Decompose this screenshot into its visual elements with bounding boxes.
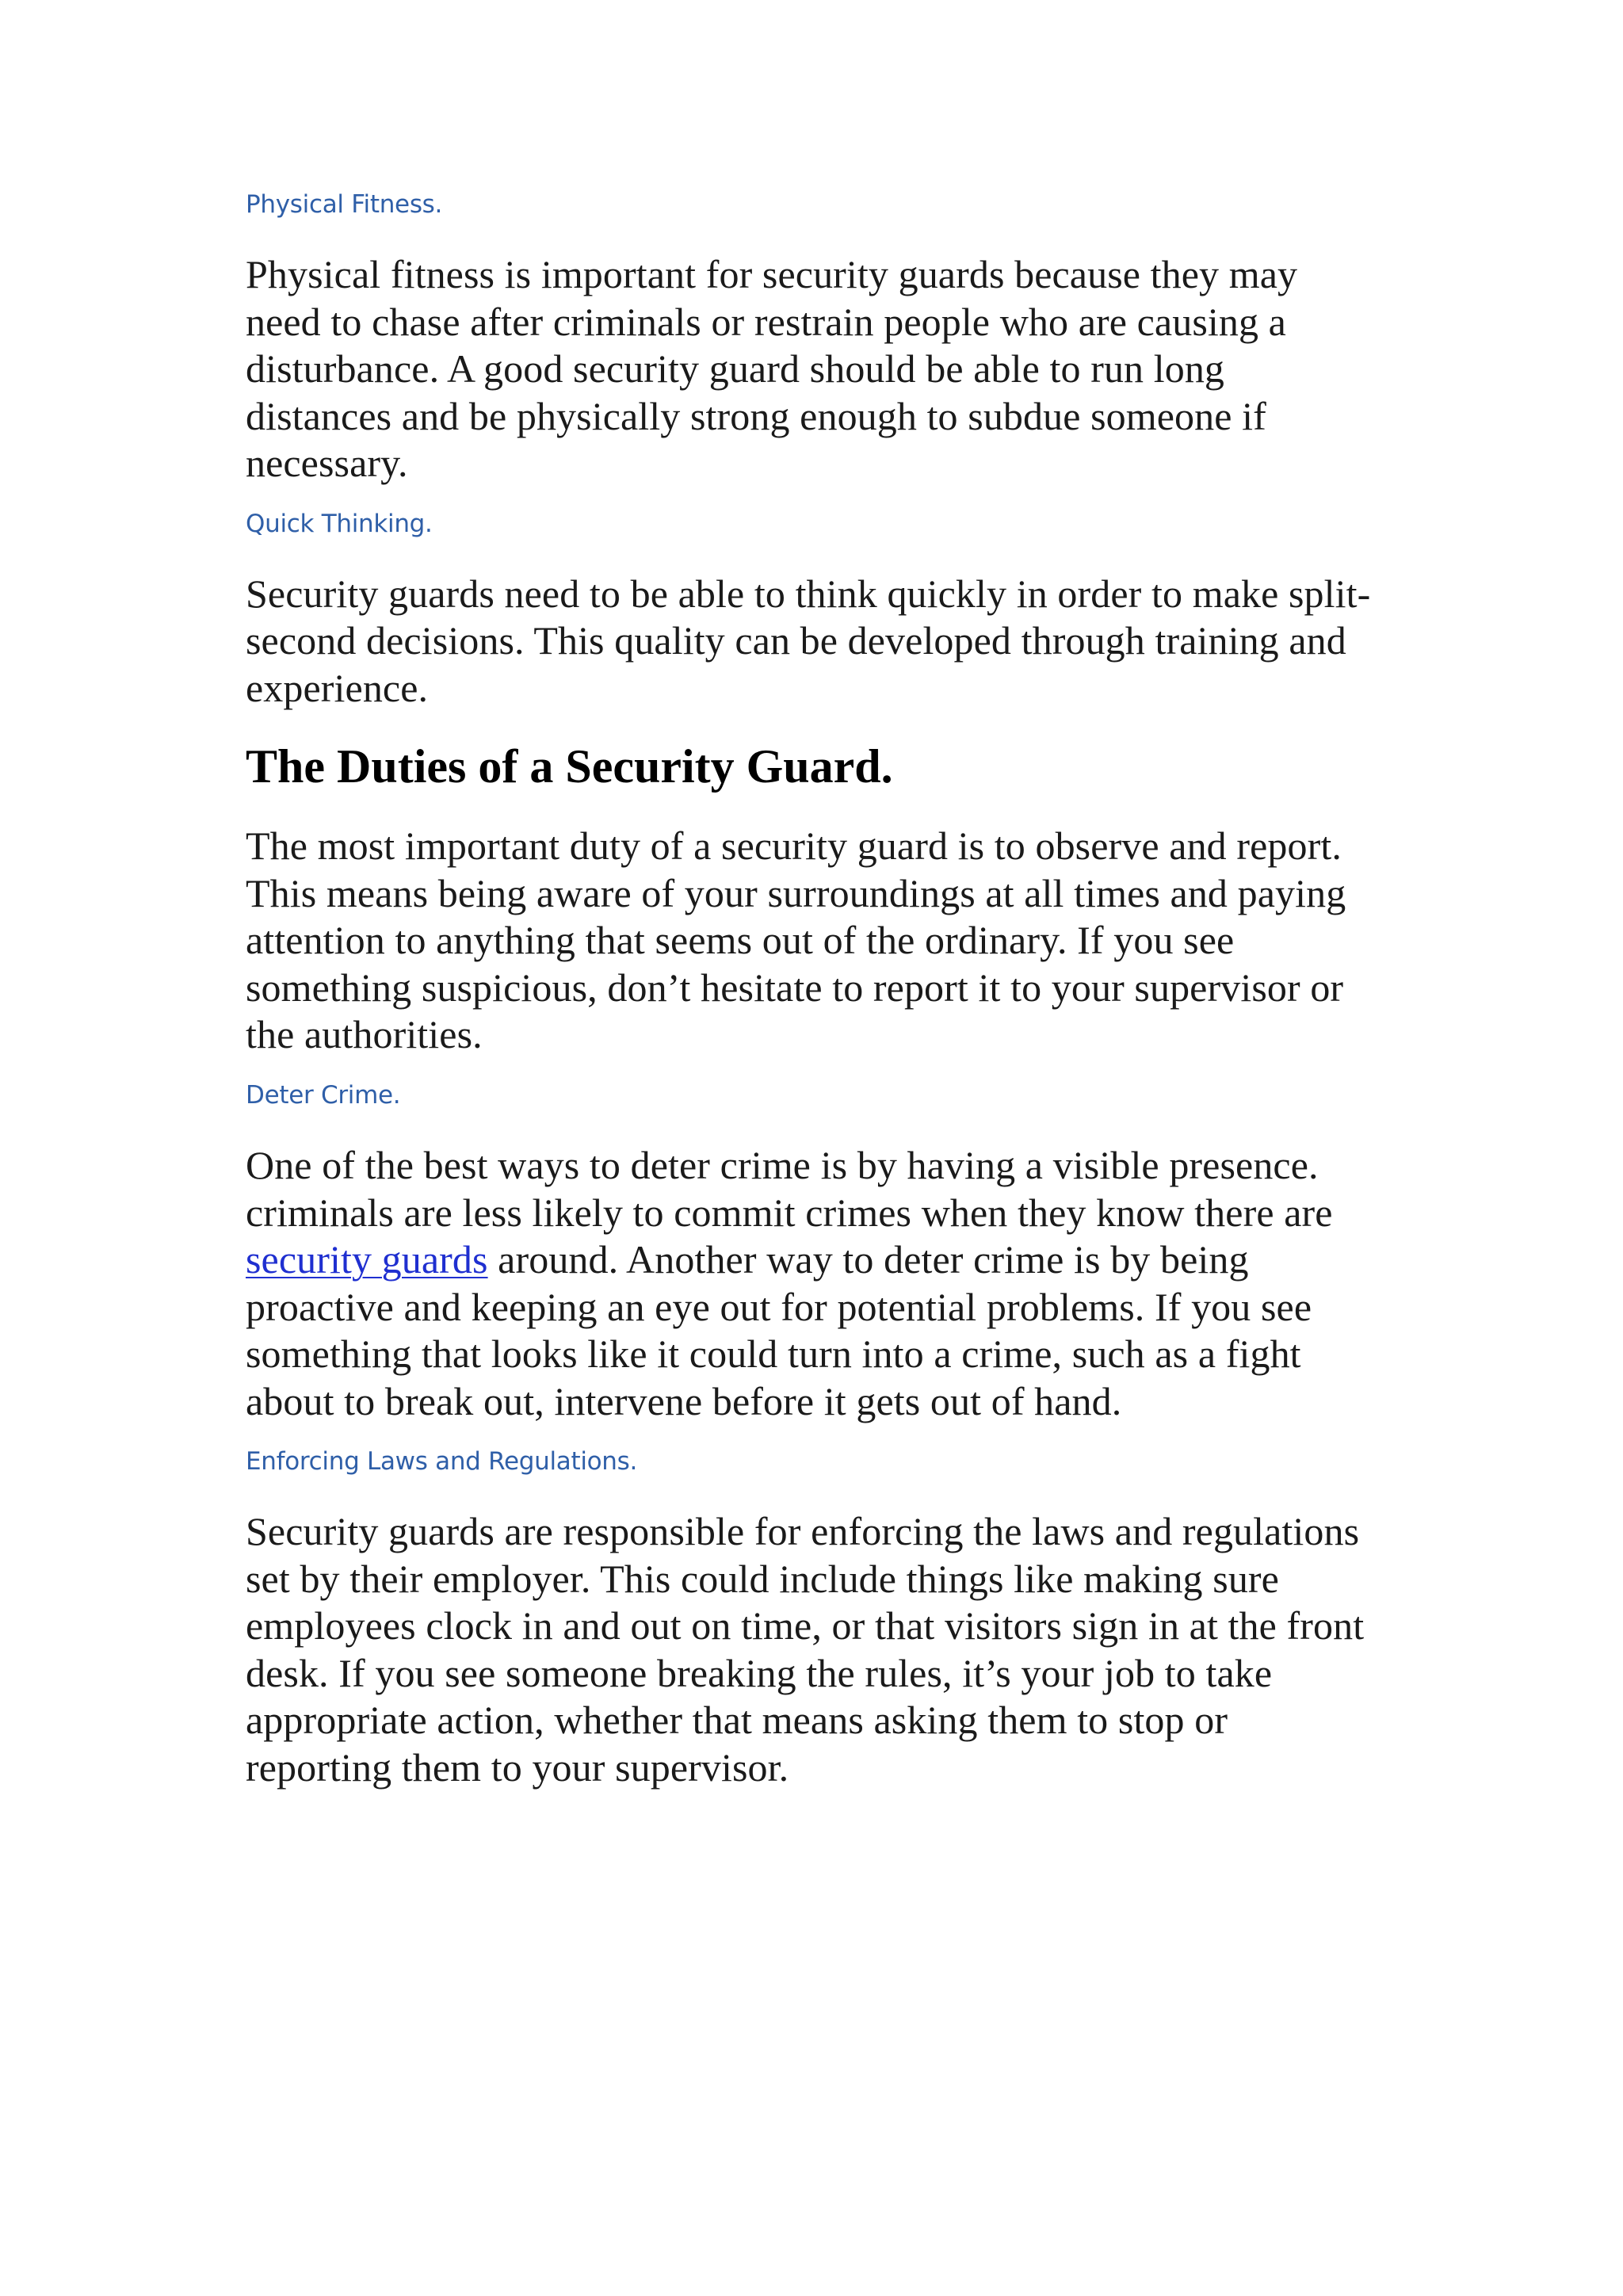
subheading-deter-crime: Deter Crime. bbox=[246, 1080, 401, 1110]
subheading-enforcing-laws: Enforcing Laws and Regulations. bbox=[246, 1447, 638, 1477]
paragraph-physical-fitness: Physical fitness is important for security guards because they may need to chase after criminals or restrain people who are causing a disturbance. A good security guard should be able to run long distances and be physically strong enough to subdue someone if necessary. bbox=[246, 252, 1298, 486]
paragraph-deter-crime bbox=[246, 1142, 1379, 1425]
subheading-physical-fitness: Physical Fitness. bbox=[246, 190, 443, 219]
paragraph-duties-intro: The most important duty of a security guard is to observe and report. This means being aware of your surroundings at all times and paying attention to anything that seems out of the ordinary. If you see something suspicious, don’t hesitate to report it to your supervisor or the authorities. bbox=[246, 823, 1346, 1057]
subheading-quick-thinking: Quick Thinking. bbox=[246, 509, 433, 538]
paragraph-enforcing-laws: Security guards are responsible for enforcing the laws and regulations set by their employer. This could include things like making sure employees clock in and out on time, or that visitors sign in at the front desk. If you see someone breaking the rules, it’s your job to take appropriate action, whether that means asking them to stop or reporting them to your supervisor. bbox=[246, 1509, 1365, 1790]
deter-text-after-link: around. Another way to deter crime is by being proactive and keeping an eye out for potential problems. If you see something that looks like it could turn into a crime, such as a fight about to break out, intervene before it gets out of hand. bbox=[246, 1237, 1312, 1423]
document-content bbox=[246, 190, 1379, 1813]
paragraph-quick-thinking: Security guards need to be able to think quickly in order to make split-second decisions. This quality can be developed through training and experience. bbox=[246, 571, 1371, 710]
security-guards-link[interactable]: security guards bbox=[246, 1237, 488, 1282]
deter-text-before-link: One of the best ways to deter crime is by having a visible presence. criminals are less likely to commit crimes when they know there are bbox=[246, 1143, 1333, 1235]
heading-duties: The Duties of a Security Guard. bbox=[246, 740, 893, 793]
